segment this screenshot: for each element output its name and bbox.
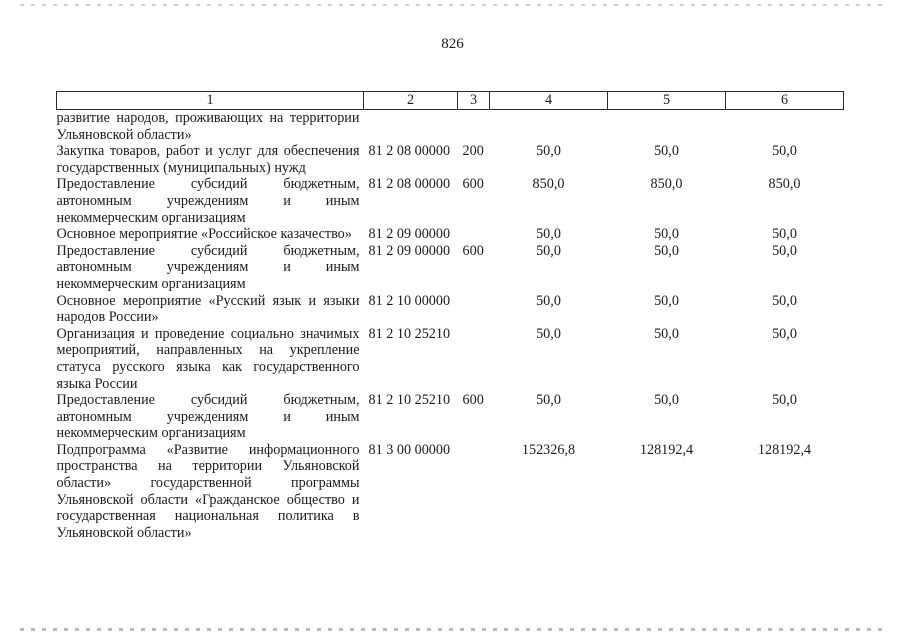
table-row — [57, 176, 844, 226]
table-body — [57, 110, 844, 542]
row-value-col6: 850,0 — [768, 176, 801, 193]
table-row — [57, 226, 844, 243]
row-value-col5: 50,0 — [654, 292, 679, 309]
row-value-col6: 128192,4 — [757, 441, 812, 458]
table-row — [57, 392, 844, 442]
row-value-col5: 50,0 — [654, 325, 679, 342]
table-row — [57, 442, 844, 542]
table-row — [57, 143, 844, 176]
row-name: Основное мероприятие «Российское казачество» — [56, 226, 352, 243]
row-vr: 600 — [462, 176, 484, 193]
row-csr: 81 2 08 00000 — [368, 176, 451, 193]
row-vr — [458, 226, 490, 243]
row-value-col5: 850,0 — [650, 176, 683, 193]
row-value-col5: 50,0 — [654, 242, 679, 259]
row-name: Организация и проведение социально значимых мероприятий, направленных на укрепление статуса русского языка как государственного языка России — [56, 325, 360, 392]
row-vr — [458, 442, 490, 542]
scan-edge-bottom — [20, 628, 885, 631]
row-csr: 81 2 10 00000 — [368, 292, 451, 309]
row-name: Предоставление субсидий бюджетным, автономным учреждениям и иным некоммерческим организациям — [56, 242, 360, 292]
row-value-col5 — [608, 110, 726, 144]
row-value-col6: 50,0 — [772, 226, 797, 243]
row-name: Предоставление субсидий бюджетным, автономным учреждениям и иным некоммерческим организациям — [56, 176, 360, 226]
header-col-2: 2 — [364, 92, 458, 110]
table-row — [57, 293, 844, 326]
budget-table — [56, 91, 844, 541]
row-value-col4: 50,0 — [536, 242, 561, 259]
row-value-col6: 50,0 — [772, 292, 797, 309]
row-csr: 81 2 08 00000 — [368, 143, 451, 160]
row-value-col6: 50,0 — [772, 242, 797, 259]
row-value-col4 — [490, 110, 608, 144]
row-value-col6 — [726, 110, 844, 144]
header-col-4: 4 — [490, 92, 608, 110]
row-csr: 81 2 10 25210 — [368, 392, 451, 409]
row-vr: 600 — [462, 242, 484, 259]
header-col-6: 6 — [726, 92, 844, 110]
row-csr: 81 2 09 00000 — [368, 226, 451, 243]
row-value-col4: 50,0 — [536, 392, 561, 409]
row-name: Предоставление субсидий бюджетным, автономным учреждениям и иным некоммерческим организациям — [56, 392, 360, 442]
row-csr — [364, 110, 458, 144]
page-number: 826 — [441, 36, 464, 52]
row-csr: 81 2 09 00000 — [368, 242, 451, 259]
row-value-col5: 50,0 — [654, 392, 679, 409]
row-value-col6: 50,0 — [772, 325, 797, 342]
row-value-col4: 50,0 — [536, 143, 561, 160]
row-name: Закупка товаров, работ и услуг для обеспечения государственных (муниципальных) нужд — [56, 143, 360, 176]
header-row — [57, 92, 844, 110]
header-col-5: 5 — [608, 92, 726, 110]
row-vr — [458, 326, 490, 392]
row-value-col4: 850,0 — [532, 176, 565, 193]
row-vr — [458, 293, 490, 326]
row-csr: 81 3 00 00000 — [368, 441, 451, 458]
scan-edge-top — [20, 4, 885, 6]
row-value-col4: 50,0 — [536, 325, 561, 342]
row-value-col4: 50,0 — [536, 292, 561, 309]
header-col-1: 1 — [57, 92, 364, 110]
table-row — [57, 326, 844, 392]
header-col-3: 3 — [458, 92, 490, 110]
row-value-col5: 50,0 — [654, 226, 679, 243]
row-name: развитие народов, проживающих на территории Ульяновской области» — [56, 110, 360, 143]
row-vr: 200 — [462, 143, 484, 160]
row-value-col4: 152326,8 — [521, 441, 576, 458]
row-name: Подпрограмма «Развитие информационного пространства на территории Ульяновской области» государственной программы Ульяновской области «Гражданское общество и государственная национальная политика в Ульяновской области» — [56, 441, 360, 541]
row-value-col6: 50,0 — [772, 392, 797, 409]
row-name: Основное мероприятие «Русский язык и языки народов России» — [56, 292, 360, 326]
row-value-col4: 50,0 — [536, 226, 561, 243]
table-row — [57, 110, 844, 144]
row-csr: 81 2 10 25210 — [368, 325, 451, 342]
row-vr: 600 — [462, 392, 484, 409]
row-vr — [458, 110, 490, 144]
row-value-col6: 50,0 — [772, 143, 797, 160]
table-row — [57, 243, 844, 293]
table-header — [57, 92, 844, 110]
row-value-col5: 128192,4 — [639, 441, 694, 458]
row-value-col5: 50,0 — [654, 143, 679, 160]
